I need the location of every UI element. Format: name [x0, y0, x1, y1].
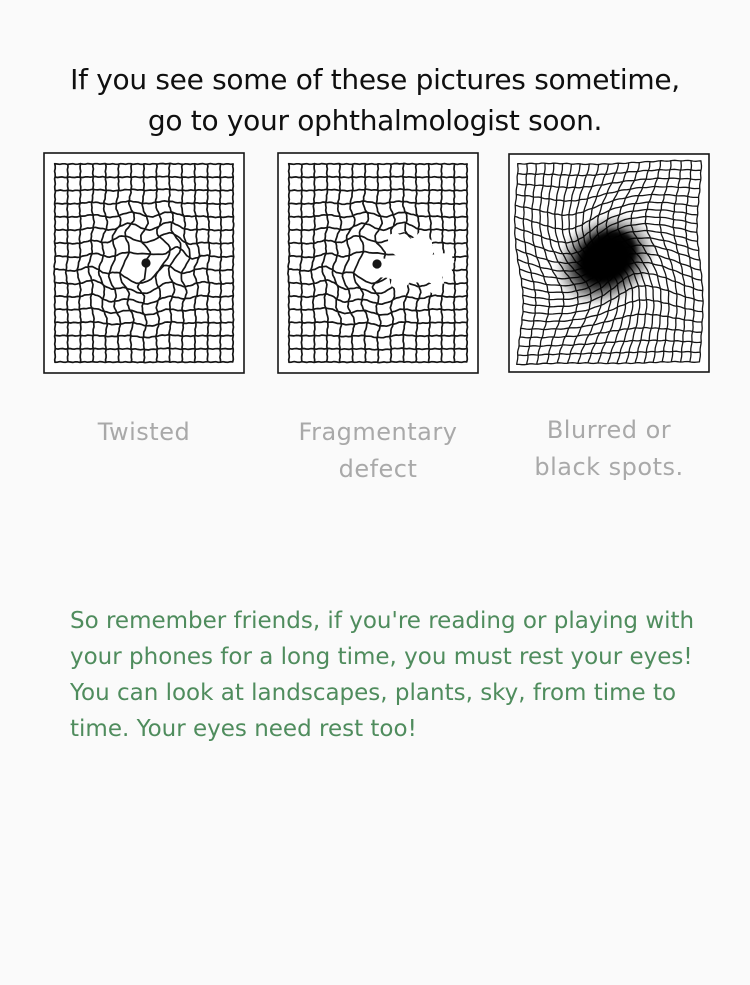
amsler-grid-fragmentary-defect	[277, 152, 479, 374]
amsler-grid-blurred-black-spots-image	[508, 153, 710, 373]
advice-line: time. Your eyes need rest too!	[70, 716, 417, 742]
amsler-grid-fragmentary-defect-image	[277, 152, 479, 374]
advice-line: You can look at landscapes, plants, sky, from time to	[70, 680, 677, 706]
caption-twisted-text: Twisted	[97, 418, 191, 446]
caption-twisted	[43, 414, 245, 451]
caption-blurred-black-spots	[508, 412, 710, 486]
advice-line: So remember friends, if you're reading or playing with	[70, 608, 695, 634]
advice-line: your phones for a long time, you must rest your eyes!	[70, 644, 693, 670]
caption-blurred-black-spots-text: Blurred or black spots.	[534, 416, 684, 481]
amsler-grid-twisted	[43, 152, 245, 374]
title-line-2: go to your ophthalmologist soon.	[147, 103, 603, 137]
amsler-grid-blurred-black-spots	[508, 153, 710, 373]
title-line-1: If you see some of these pictures sometime,	[70, 62, 680, 96]
caption-fragmentary-defect	[277, 414, 479, 488]
page-title	[0, 59, 750, 141]
caption-fragmentary-defect-text: Fragmentary defect	[298, 418, 458, 483]
amsler-grid-twisted-image	[43, 152, 245, 374]
advice-text	[70, 603, 750, 747]
